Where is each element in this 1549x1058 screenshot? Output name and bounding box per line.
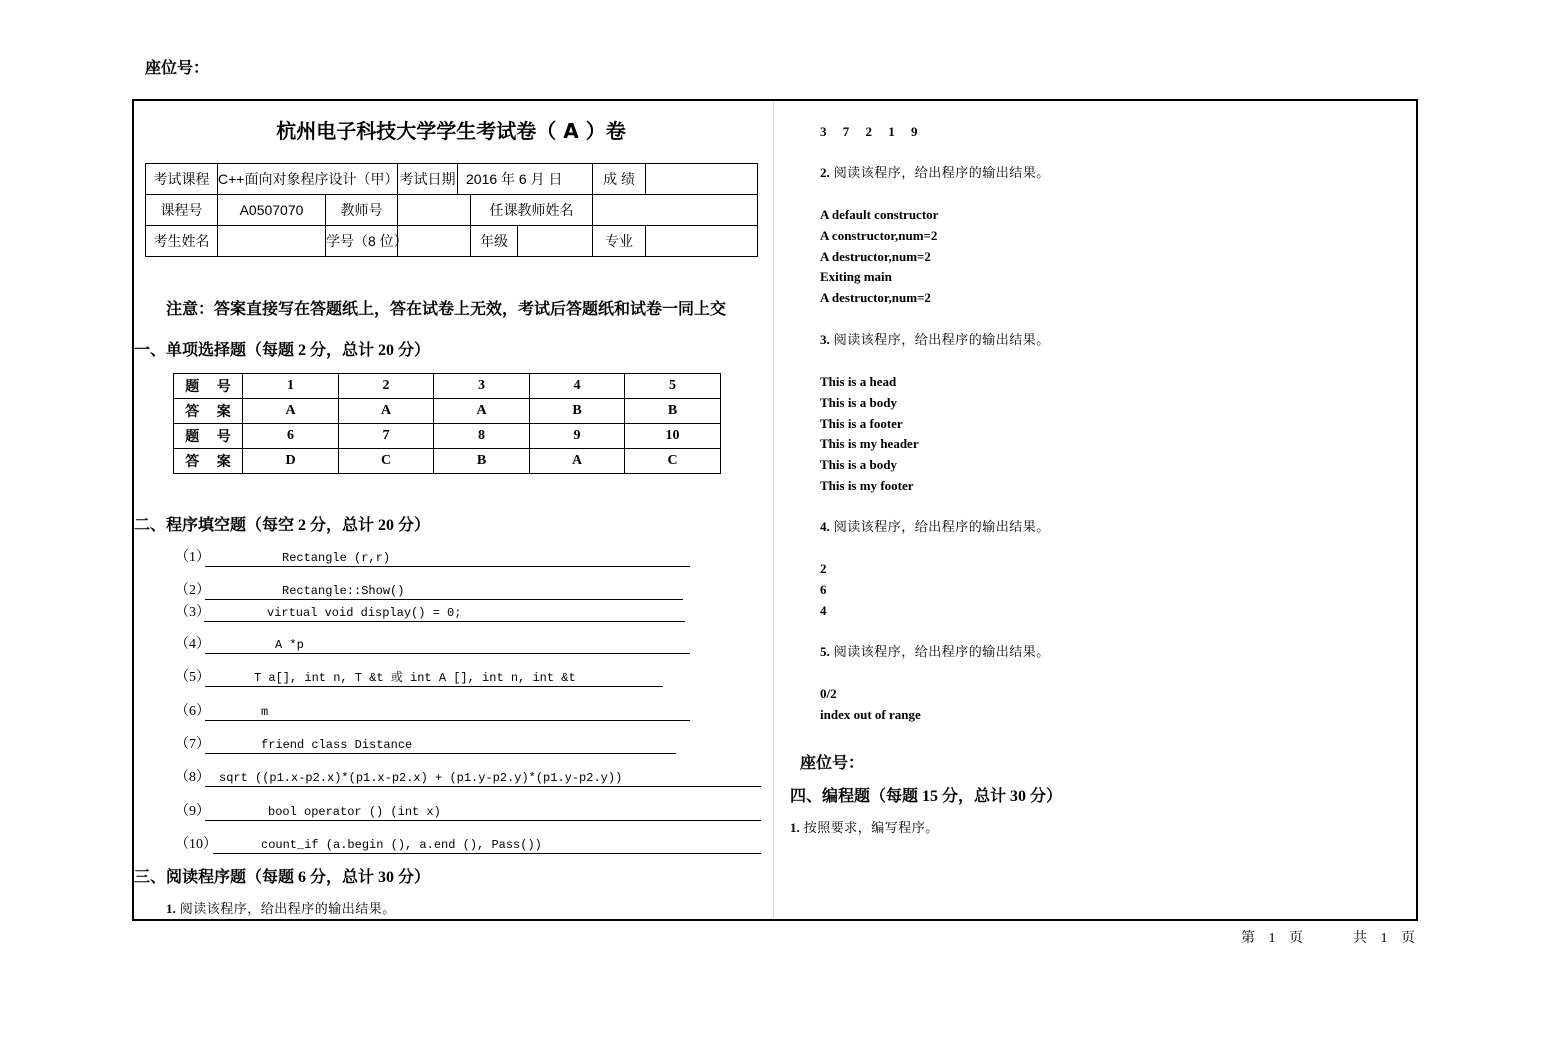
question-prompt: 阅读该程序，给出程序的输出结果。: [833, 644, 1050, 659]
blank-answer: sqrt ((p1.x-p2.x)*(p1.x-p2.x) + (p1.y-p2.y)*(p1.y-p2.y)): [205, 769, 761, 787]
table-cell: B: [434, 449, 530, 474]
blank-answer: bool operator () (int x): [205, 803, 761, 821]
fill-blank-item: [175, 549, 775, 567]
blank-number: （7）: [175, 737, 210, 752]
table-cell: 3: [434, 374, 530, 399]
blank-number: （1）: [175, 550, 210, 565]
programming-question-1: [790, 820, 939, 836]
table-cell: 7: [339, 424, 434, 449]
table-row: [174, 449, 721, 474]
table-cell: 10: [625, 424, 721, 449]
blank-answer: Rectangle (r,r): [205, 549, 690, 567]
output-line: This is my footer: [820, 477, 914, 493]
table-row: [174, 374, 721, 399]
blank-number: （4）: [175, 637, 210, 652]
output-line: 6: [820, 581, 827, 597]
exam-title: 杭州电子科技大学学生考试卷（ A ）卷: [276, 119, 626, 143]
score-label: 成 绩: [593, 164, 646, 195]
question-2-output: [820, 205, 938, 309]
info-row: [146, 164, 758, 195]
seat-number-label-right: 座位号：: [800, 755, 865, 772]
table-cell: D: [243, 449, 339, 474]
blank-number: （2）: [175, 583, 210, 598]
table-cell: A: [339, 399, 434, 424]
blank-answer: A *p: [205, 636, 690, 654]
question-number: 2.: [820, 165, 830, 180]
output-line: index out of range: [820, 706, 921, 722]
table-row: [174, 399, 721, 424]
output-line: This is a head: [820, 374, 897, 389]
question-prompt: 按照要求，编写程序。: [803, 820, 939, 835]
output-line: 4: [820, 602, 827, 618]
student-id-value-cell: [398, 226, 471, 257]
table-cell: 4: [530, 374, 625, 399]
blank-number: （8）: [175, 770, 210, 785]
output-line: A destructor,num=2: [820, 290, 931, 306]
table-cell: 8: [434, 424, 530, 449]
question-number: 1.: [166, 901, 176, 916]
question-number: 5.: [820, 644, 830, 659]
blank-number: （10）: [175, 837, 217, 852]
teacher-name-label: 任课教师姓名: [471, 195, 593, 226]
table-cell: 9: [530, 424, 625, 449]
course-label: 考试课程: [146, 164, 218, 195]
table-cell: C: [625, 449, 721, 474]
output-line: This is a body: [820, 457, 897, 473]
exam-date-label: 考试日期: [398, 164, 458, 195]
exam-notice: 注意：答案直接写在答题纸上，答在试卷上无效，考试后答题纸和试卷一同上交: [166, 301, 727, 318]
output-line: A destructor,num=2: [820, 248, 931, 264]
table-cell: 5: [625, 374, 721, 399]
section2-heading: 二、程序填空题（每空 2 分，总计 20 分）: [134, 517, 431, 534]
section3-heading: 三、阅读程序题（每题 6 分，总计 30 分）: [134, 869, 431, 886]
blank-number: （6）: [175, 704, 210, 719]
question-3-output: [820, 372, 919, 497]
reading-question-3: [820, 332, 1050, 348]
fill-blank-item: [175, 636, 775, 654]
page-total: 共 1 页: [1353, 931, 1415, 946]
table-cell: A: [243, 399, 339, 424]
row-label: 题 号: [174, 374, 243, 399]
question-prompt: 阅读该程序，给出程序的输出结果。: [833, 519, 1050, 534]
row-label: 答 案: [174, 449, 243, 474]
row-label: 题 号: [174, 424, 243, 449]
blank-answer: count_if (a.begin (), a.end (), Pass()): [213, 836, 761, 854]
column-divider: [773, 101, 774, 919]
table-row: [174, 424, 721, 449]
exam-info-table: [145, 163, 758, 257]
table-cell: 1: [243, 374, 339, 399]
blank-answer: T a[], int n, T &t 或 int A [], int n, int &t: [205, 669, 663, 687]
output-line: This is a footer: [820, 415, 903, 431]
output-line: Exiting main: [820, 269, 892, 285]
output-line: 0/2: [820, 686, 837, 701]
question-4-output: [820, 559, 827, 621]
question-number: 1.: [790, 820, 800, 835]
seat-number-label: 座位号：: [145, 60, 210, 77]
table-cell: C: [339, 449, 434, 474]
question-number: 4.: [820, 519, 830, 534]
blank-answer: Rectangle::Show(): [205, 582, 683, 600]
course-number-value: A0507070: [218, 195, 326, 226]
question-prompt: 阅读该程序，给出程序的输出结果。: [833, 165, 1050, 180]
fill-blank-item: [175, 736, 775, 754]
reading-question-2: [820, 165, 1050, 181]
blank-number: （9）: [175, 804, 210, 819]
fill-blank-item: [175, 836, 775, 854]
choice-answer-table: [173, 373, 721, 474]
teacher-number-value-cell: [398, 195, 471, 226]
student-name-value-cell: [218, 226, 326, 257]
course-value: C++面向对象程序设计（甲）: [218, 164, 398, 195]
question-1-output: [820, 124, 918, 140]
blank-answer: virtual void display() = 0;: [204, 604, 685, 622]
table-cell: A: [434, 399, 530, 424]
page-number: 第 1 页: [1241, 931, 1303, 946]
output-line: 3 7 2 1 9: [820, 124, 918, 139]
section1-heading: 一、单项选择题（每题 2 分，总计 20 分）: [134, 342, 431, 359]
output-line: This is my header: [820, 436, 919, 452]
grade-value-cell: [518, 226, 593, 257]
row-label: 答 案: [174, 399, 243, 424]
fill-blank-item: [175, 604, 775, 622]
fill-blank-item: [175, 803, 775, 821]
student-name-label: 考生姓名: [146, 226, 218, 257]
question-prompt: 阅读该程序，给出程序的输出结果。: [179, 901, 396, 916]
question-number: 3.: [820, 332, 830, 347]
table-cell: 2: [339, 374, 434, 399]
table-cell: B: [625, 399, 721, 424]
output-line: A default constructor: [820, 207, 939, 222]
output-line: This is a body: [820, 394, 897, 410]
grade-label: 年级: [471, 226, 518, 257]
course-number-label: 课程号: [146, 195, 218, 226]
table-cell: B: [530, 399, 625, 424]
info-row: [146, 195, 758, 226]
question-5-output: [820, 684, 921, 726]
blank-number: （5）: [175, 670, 210, 685]
teacher-name-value-cell: [593, 195, 758, 226]
table-cell: 6: [243, 424, 339, 449]
blank-answer: friend class Distance: [205, 736, 676, 754]
fill-blank-item: [175, 669, 775, 687]
fill-blank-item: [175, 582, 775, 600]
teacher-number-label: 教师号: [326, 195, 398, 226]
blank-number: （3）: [175, 605, 210, 620]
reading-question-5: [820, 644, 1050, 660]
reading-question-4: [820, 519, 1050, 535]
table-cell: A: [530, 449, 625, 474]
student-id-label: 学号（8 位）: [326, 226, 398, 257]
major-value-cell: [646, 226, 758, 257]
output-line: A constructor,num=2: [820, 227, 938, 243]
exam-date-value: 2016 年 6 月 日: [458, 164, 593, 195]
fill-blank-item: [175, 769, 775, 787]
blank-answer: m: [205, 703, 690, 721]
major-label: 专业: [593, 226, 646, 257]
info-row: [146, 226, 758, 257]
output-line: 2: [820, 561, 827, 576]
fill-blank-item: [175, 703, 775, 721]
score-value-cell: [646, 164, 758, 195]
section4-heading: 四、编程题（每题 15 分，总计 30 分）: [790, 788, 1063, 805]
question-prompt: 阅读该程序，给出程序的输出结果。: [833, 332, 1050, 347]
reading-question-1: [166, 901, 396, 917]
